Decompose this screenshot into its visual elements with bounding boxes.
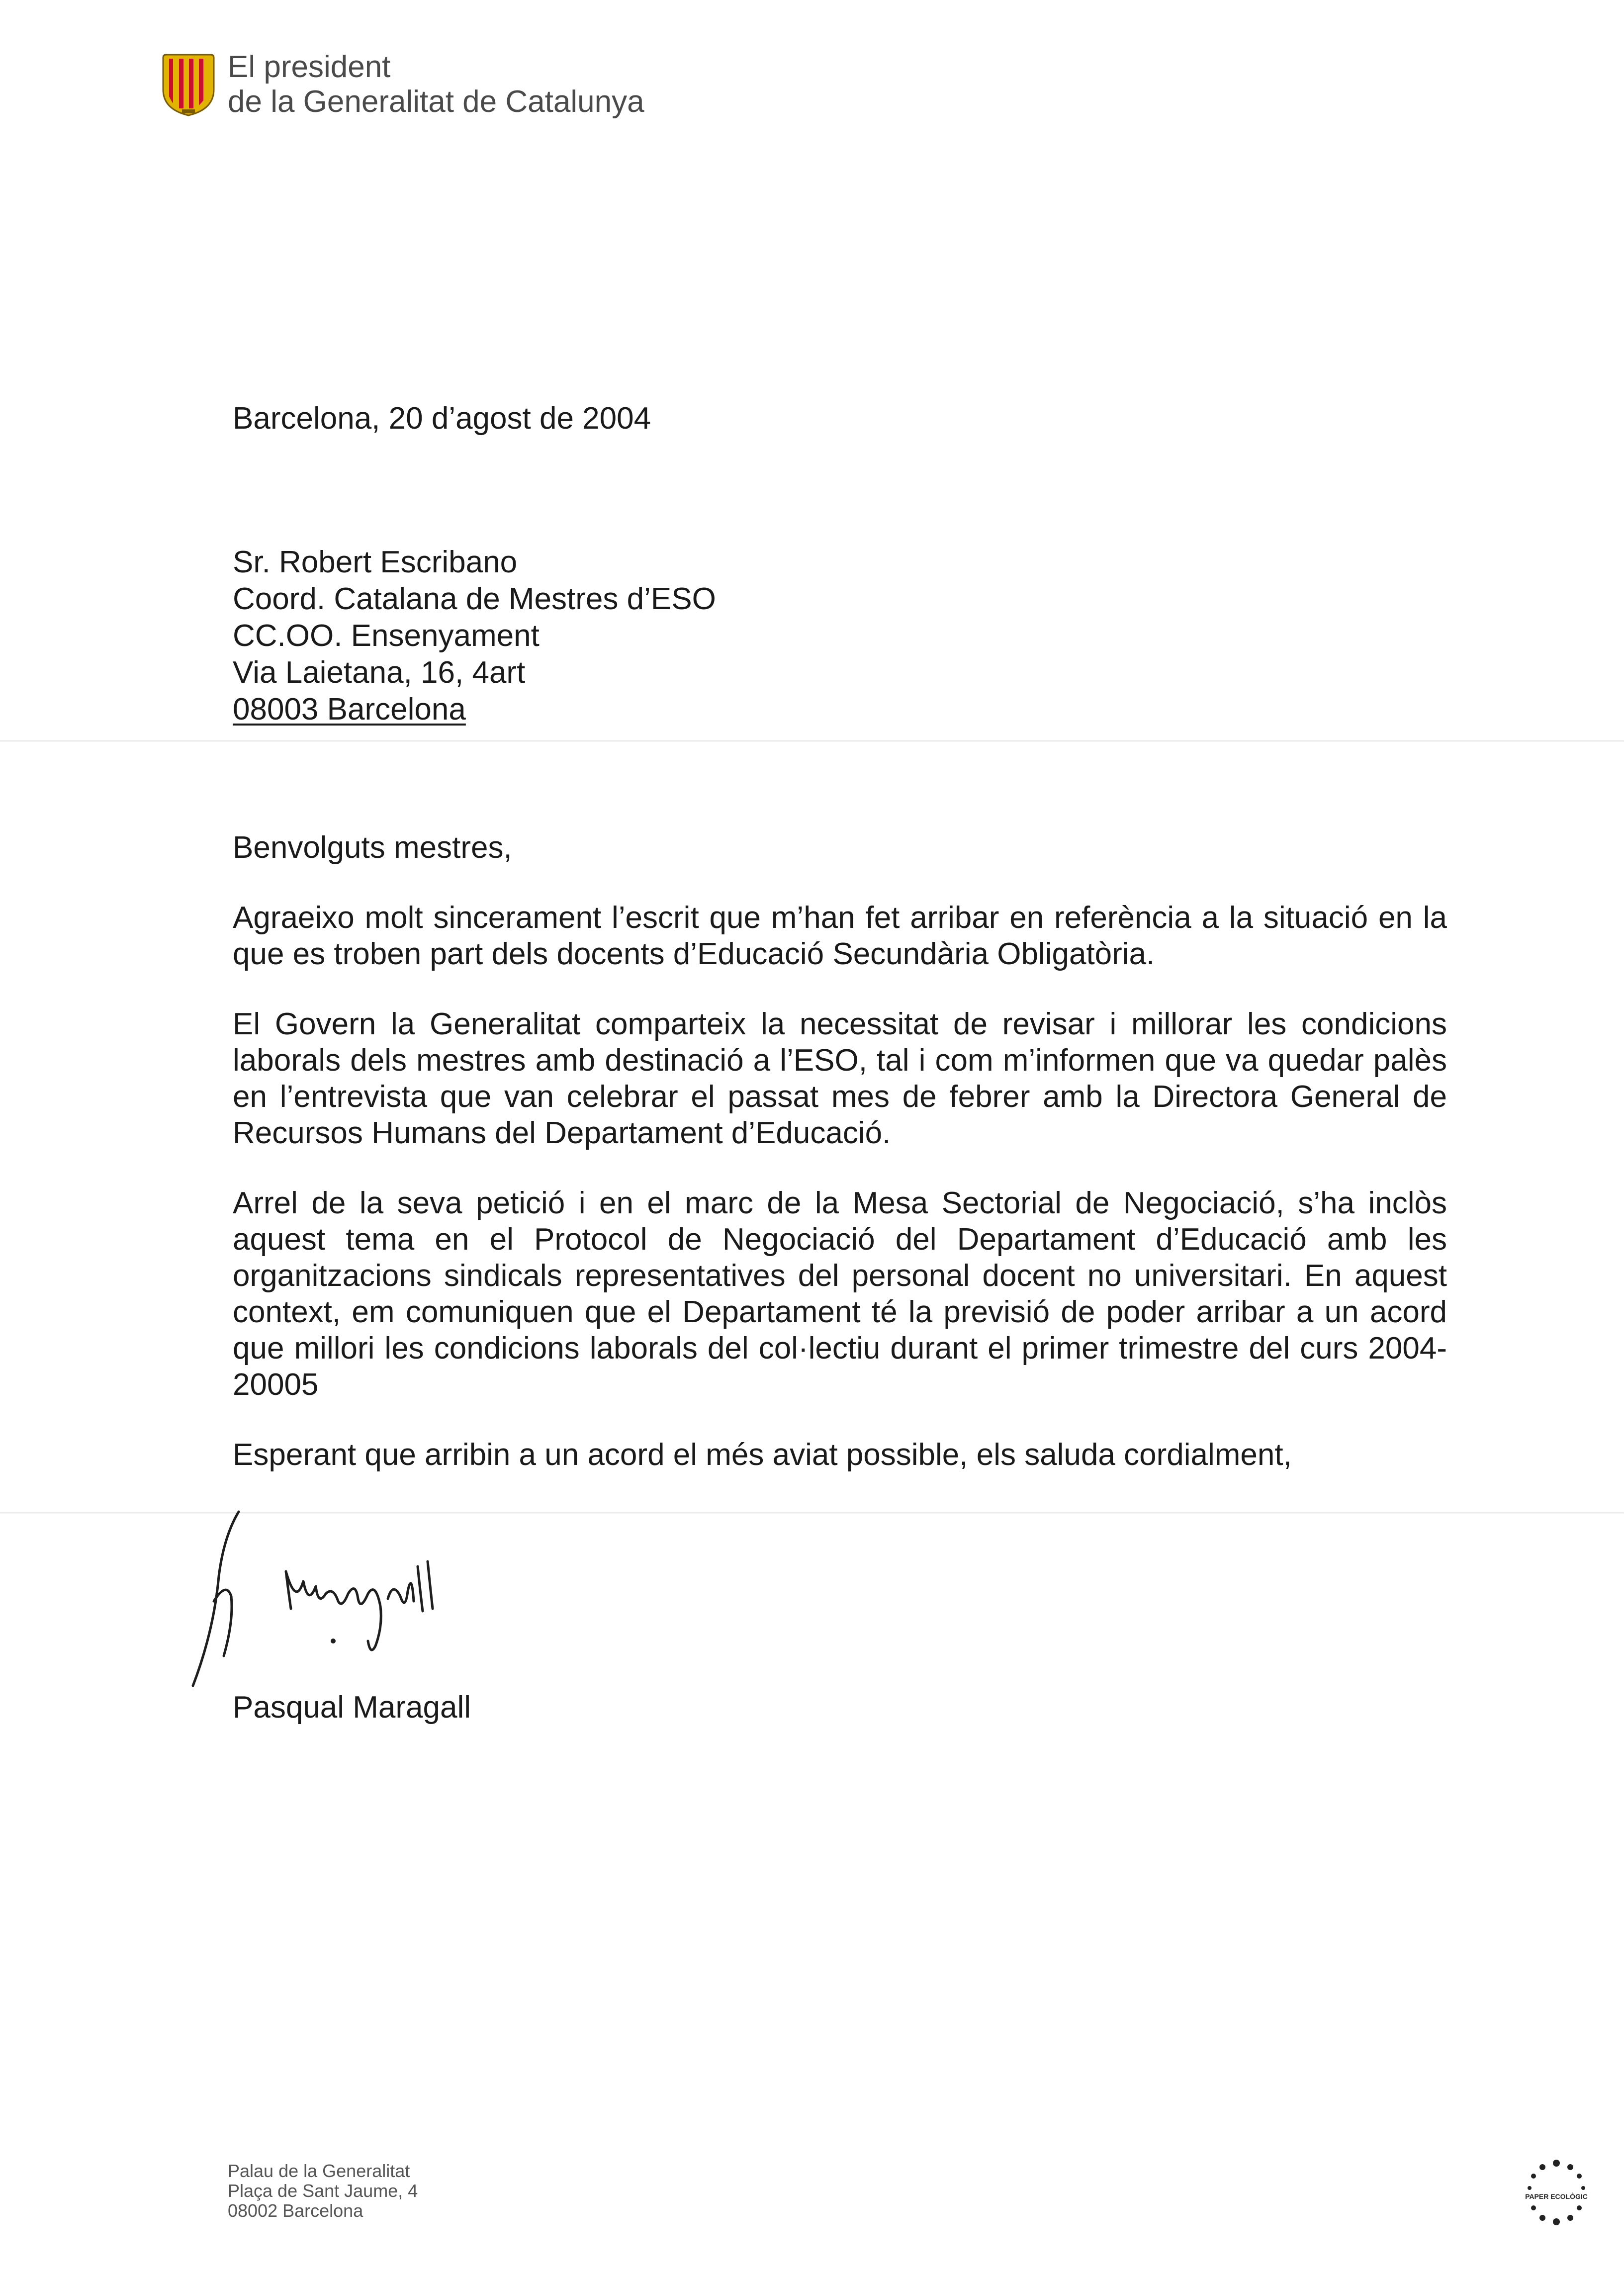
- signer-name: Pasqual Maragall: [233, 1690, 471, 1725]
- eco-paper-logo-icon: [1512, 2148, 1601, 2238]
- eco-mark-text: PAPER ECOLÒGIC: [1525, 2192, 1588, 2200]
- recipient-address: [233, 544, 716, 728]
- footer-address: [228, 2161, 418, 2221]
- paragraph-1: Agraeixo molt sincerament l’escrit que m’han fet arribar en referència a la situació en la que es troben part dels docents d’Educació Secundària Obligatòria.: [233, 901, 1447, 971]
- footer-line-1: Palau de la Generalitat: [228, 2161, 410, 2181]
- recipient-street: Via Laietana, 16, 4art: [233, 655, 526, 690]
- handwritten-signature: [184, 1507, 582, 1696]
- letterhead: [160, 50, 644, 119]
- recipient-city: 08003 Barcelona: [233, 692, 466, 727]
- letter-date: Barcelona, 20 d’agost de 2004: [233, 401, 651, 436]
- footer-line-2: Plaça de Sant Jaume, 4: [228, 2181, 418, 2201]
- paragraph-3: Arrel de la seva petició i en el marc de la Mesa Sectorial de Negociació, s’ha inclòs aquest tema en el Protocol de Negociació del Departament d’Educació amb les organitzacions sindicals representatives del personal docent no universitari. En aquest context, em comuniquen que el Departament té la previsió de poder arribar a un acord que millori les condicions laborals del col·lectiu durant el primer trimestre del curs 2004-20005: [233, 1186, 1447, 1402]
- letterhead-subtitle: de la Generalitat de Catalunya: [228, 85, 644, 119]
- recipient-union: CC.OO. Ensenyament: [233, 619, 540, 653]
- paragraph-2: El Govern la Generalitat comparteix la necessitat de revisar i millorar les condicions laborals dels mestres amb destinació a l’ESO, tal i com m’informen que va quedar palès en l’entrevista que van celebrar el passat mes de febrer amb la Directora General de Recursos Humans del Departament d’Educació.: [233, 1007, 1447, 1150]
- recipient-organization: Coord. Catalana de Mestres d’ESO: [233, 582, 716, 616]
- letter-body: [233, 829, 1447, 1507]
- closing-line: Esperant que arribin a un acord el més aviat possible, els saluda cordialment,: [233, 1438, 1292, 1472]
- generalitat-crest-icon: [160, 54, 217, 116]
- letterhead-title: El president: [228, 50, 391, 84]
- fold-line-top: [0, 740, 1624, 742]
- footer-line-3: 08002 Barcelona: [228, 2200, 363, 2221]
- salutation: Benvolguts mestres,: [233, 830, 512, 865]
- recipient-name: Sr. Robert Escribano: [233, 545, 518, 579]
